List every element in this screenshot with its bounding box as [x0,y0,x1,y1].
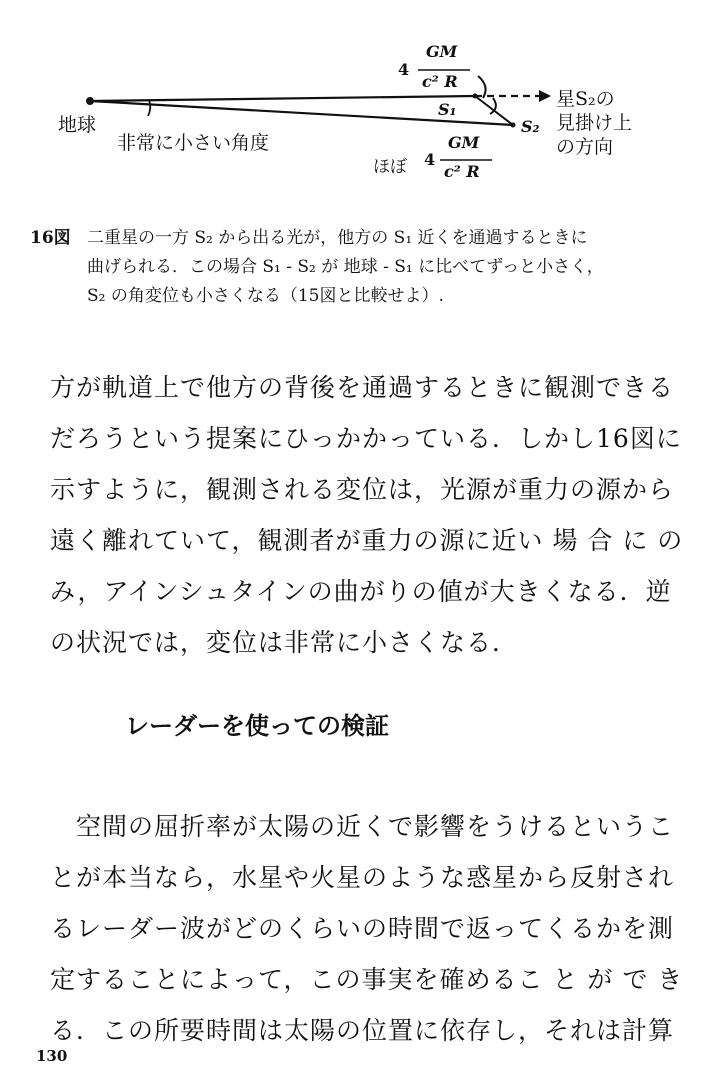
text-line: とが本当なら，水星や火星のような惑星から反射され [50,863,675,892]
small-angle-arc [148,100,150,116]
top-formula-coefficient: 4 [398,60,410,79]
s1-dot [473,94,478,99]
text-line: み，アインシュタインの曲がりの値が大きくなる．逆 [50,577,672,606]
paragraph-2 [50,801,684,1056]
text-line: の状況では，変位は非常に小さくなる． [50,628,519,657]
apparent-direction-label-3: の方向 [556,136,614,158]
s1-label: S₁ [438,100,457,119]
apparent-direction-label-1: 星S₂の [556,88,615,110]
bottom-formula-coefficient: 4 [424,150,436,169]
caption-line: 二重星の一方 S₂ から出る光が，他方の S₁ 近くを通過するときに [87,228,588,248]
apparent-ray-line [90,96,475,101]
bottom-formula-numerator: GM [448,133,480,152]
text-line: 示すように，観測される変位は，光源が重力の源から [50,475,675,504]
bottom-formula-denominator: c² R [444,162,480,181]
caption-text [87,224,687,311]
apparent-direction-label-2: 見掛け上 [556,112,633,134]
figure-16 [0,0,704,210]
text-line: 空間の屈折率が太陽の近くで影響をうけるというこ [50,812,675,841]
caption-number: 16図 [30,228,71,248]
text-line: るレーダー波がどのくらいの時間で返ってくるかを測 [50,914,675,943]
s2-dot [511,123,516,128]
text-line: る．この所要時間は太陽の位置に依存し，それは計算 [50,1016,675,1045]
text-line: 遠く離れていて，観測者が重力の源に近い 場 合 に の [50,526,684,555]
caption-line: S₂ の角変位も小さくなる（15図と比較せよ）. [87,286,444,306]
top-formula-numerator: GM [426,42,458,61]
text-line: 方が軌道上で他方の背後を通過するときに観測できる [50,373,675,402]
text-line: だろうという提案にひっかかっている．しかし16図に [50,424,682,453]
page-number: 130 [36,1047,68,1065]
section-heading: レーダーを使っての検証 [125,712,389,740]
arrow-head-icon [539,90,551,102]
caption-line: 曲げられる．この場合 S₁ - S₂ が 地球 - S₁ に比べてずっと小さく， [87,257,604,277]
small-angle-label: 非常に小さい角度 [117,132,270,154]
earth-label: 地球 [58,114,97,136]
top-formula-denominator: c² R [422,72,458,91]
text-line: 定することによって，この事実を確めるこ と が で き [50,965,684,994]
bottom-formula-prefix: ほぼ [373,157,407,177]
s2-label: S₂ [521,117,540,136]
paragraph-1 [50,362,684,668]
top-angle-arc [478,76,486,98]
